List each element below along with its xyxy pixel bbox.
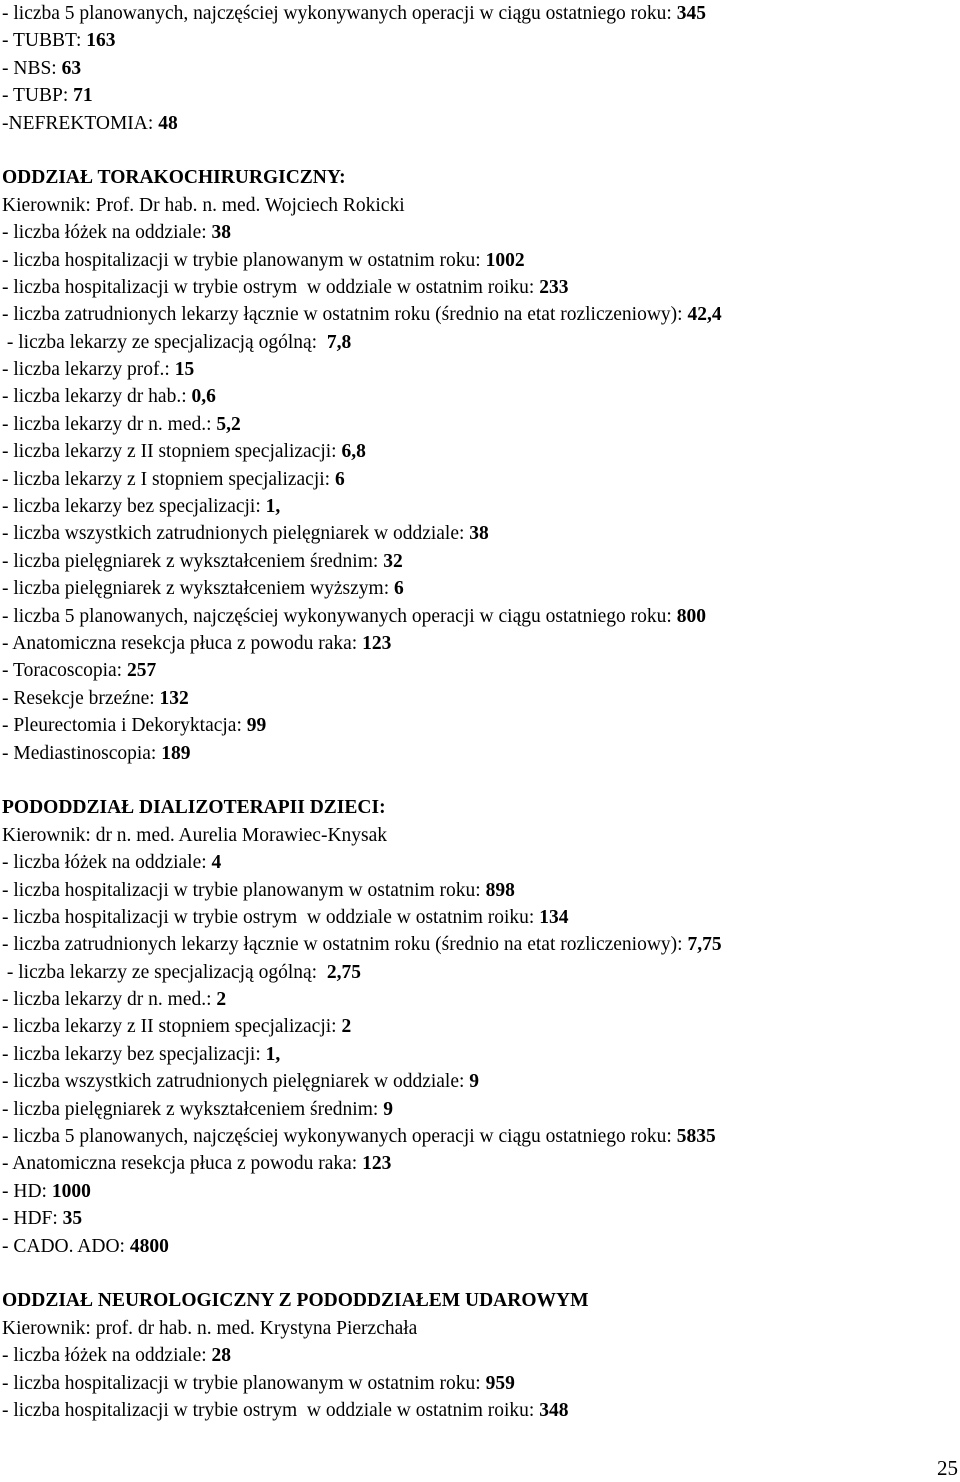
line-value: 163 xyxy=(86,30,116,52)
line-value: 28 xyxy=(211,1345,232,1367)
section-head-of-ward: Kierownik: Prof. Dr hab. n. med. Wojciech Rokicki xyxy=(2,194,405,216)
intro-line xyxy=(2,55,952,82)
section-torakochirurgia xyxy=(2,164,952,767)
line-label: - liczba 5 planowanych, najczęściej wykonywanych operacji w ciągu ostatniego roku: xyxy=(2,3,677,24)
line-value: 7,8 xyxy=(326,331,352,353)
line-label: - liczba 5 planowanych, najczęściej wykonywanych operacji w ciągu ostatniego roku: xyxy=(2,1126,677,1148)
line-label: - liczba hospitalizacji w trybie ostrym w oddziale w ostatnim roiku: xyxy=(2,906,540,928)
line-value: 348 xyxy=(539,1399,569,1421)
section-heading: PODODDZIAŁ DIALIZOTERAPII DZIECI: xyxy=(2,797,386,819)
line-value: 7,75 xyxy=(687,934,722,956)
line-label: - NBS: xyxy=(2,57,62,79)
list-item xyxy=(2,219,952,246)
list-item xyxy=(2,1205,952,1232)
page-number: 25 xyxy=(937,1456,958,1480)
list-item xyxy=(2,1096,952,1123)
line-label: - Anatomiczna resekcja płuca z powodu raka: xyxy=(2,632,363,654)
list-item xyxy=(2,904,952,931)
line-label: - liczba 5 planowanych, najczęściej wykonywanych operacji w ciągu ostatniego roku: xyxy=(2,605,677,627)
line-value: 9 xyxy=(383,1098,393,1120)
list-item xyxy=(2,1397,952,1424)
list-item xyxy=(2,466,952,493)
line-label: - Resekcje brzeźne: xyxy=(2,687,160,709)
list-item xyxy=(2,1178,952,1205)
line-value: 9 xyxy=(469,1071,480,1093)
line-value: 63 xyxy=(61,57,82,79)
list-item xyxy=(2,959,952,986)
list-item xyxy=(2,712,952,739)
list-item xyxy=(2,1041,952,1068)
line-value: 345 xyxy=(676,3,706,24)
line-label: - liczba wszystkich zatrudnionych pielęgniarek w oddziale: xyxy=(2,1071,470,1093)
line-label: - liczba zatrudnionych lekarzy łącznie w ostatnim roku (średnio na etat rozliczeniowy): xyxy=(2,934,688,956)
line-value: 5,2 xyxy=(216,413,241,435)
section-dializoterapia xyxy=(2,794,952,1260)
line-label: - HD: xyxy=(2,1180,52,1202)
list-item xyxy=(2,438,952,465)
section-head-of-ward: Kierownik: dr n. med. Aurelia Morawiec-Knysak xyxy=(2,824,388,846)
list-item xyxy=(2,1013,952,1040)
line-label: - Anatomiczna resekcja płuca z powodu raka: xyxy=(2,1153,363,1175)
list-item xyxy=(2,1068,952,1095)
list-item xyxy=(2,630,952,657)
line-value: 6 xyxy=(394,578,404,600)
list-item xyxy=(2,1123,952,1150)
line-label: - liczba pielęgniarek z wykształceniem wyższym: xyxy=(2,578,394,600)
list-item xyxy=(2,931,952,958)
line-value: 1002 xyxy=(485,249,525,271)
list-item xyxy=(2,274,952,301)
line-value: 0,6 xyxy=(191,386,216,408)
line-value: 898 xyxy=(485,879,515,901)
line-value: 2,75 xyxy=(326,961,361,983)
list-item xyxy=(2,411,952,438)
line-value: 132 xyxy=(159,687,189,709)
line-value: 99 xyxy=(246,715,267,737)
line-label: - liczba lekarzy ze specjalizacją ogólną: xyxy=(2,331,327,353)
line-label: - liczba hospitalizacji w trybie ostrym w oddziale w ostatnim roiku: xyxy=(2,1399,540,1421)
line-value: 4 xyxy=(211,852,222,874)
line-label: - liczba hospitalizacji w trybie ostrym w oddziale w ostatnim roiku: xyxy=(2,276,540,298)
list-item xyxy=(2,1342,952,1369)
section-neurologia xyxy=(2,1287,952,1424)
spacer xyxy=(2,137,952,164)
list-item xyxy=(2,575,952,602)
list-item xyxy=(2,548,952,575)
line-label: - liczba lekarzy prof.: xyxy=(2,359,175,381)
intro-line xyxy=(2,27,952,54)
list-item xyxy=(2,603,952,630)
line-label: - liczba lekarzy z I stopniem specjalizacji: xyxy=(2,468,335,490)
line-value: 38 xyxy=(469,523,489,545)
list-item xyxy=(2,986,952,1013)
intro-line xyxy=(2,82,952,109)
line-value: 2 xyxy=(216,989,227,1011)
line-value: 123 xyxy=(362,1153,392,1175)
line-value: 959 xyxy=(485,1372,515,1394)
line-value: 38 xyxy=(211,222,232,244)
intro-line xyxy=(2,0,952,27)
intro-block xyxy=(2,0,952,137)
line-label: - liczba pielęgniarek z wykształceniem średnim: xyxy=(2,1098,384,1120)
line-label: - liczba lekarzy dr hab.: xyxy=(2,386,192,408)
line-label: - liczba lekarzy bez specjalizacji: xyxy=(2,496,266,518)
list-item xyxy=(2,877,952,904)
line-label: - liczba łóżek na oddziale: xyxy=(2,222,212,244)
line-value: 1000 xyxy=(51,1180,91,1202)
list-item xyxy=(2,657,952,684)
line-label: - liczba zatrudnionych lekarzy łącznie w ostatnim roku (średnio na etat rozliczeniowy): xyxy=(2,304,688,326)
list-item xyxy=(2,740,952,767)
list-item xyxy=(2,247,952,274)
list-item xyxy=(2,849,952,876)
list-item xyxy=(2,1370,952,1397)
list-item xyxy=(2,685,952,712)
line-label: - liczba wszystkich zatrudnionych pielęgniarek w oddziale: xyxy=(2,523,470,545)
list-item xyxy=(2,493,952,520)
section-heading: ODDZIAŁ TORAKOCHIRURGICZNY: xyxy=(2,167,346,189)
section-heading: ODDZIAŁ NEUROLOGICZNY Z PODODDZIAŁEM UDAROWYM xyxy=(2,1290,589,1312)
line-value: 1, xyxy=(265,1043,281,1065)
line-value: 257 xyxy=(126,660,157,682)
line-label: - TUBBT: xyxy=(2,30,87,52)
list-item xyxy=(2,520,952,547)
line-value: 1, xyxy=(265,496,281,518)
line-label: - liczba lekarzy bez specjalizacji: xyxy=(2,1043,266,1065)
line-value: 5835 xyxy=(676,1126,716,1148)
line-label: - liczba lekarzy ze specjalizacją ogólną: xyxy=(2,961,327,983)
intro-line xyxy=(2,110,952,137)
line-label: - liczba pielęgniarek z wykształceniem średnim: xyxy=(2,550,384,572)
line-value: 35 xyxy=(62,1208,83,1230)
list-item xyxy=(2,329,952,356)
spacer xyxy=(2,1260,952,1287)
line-label: - CADO. ADO: xyxy=(2,1235,130,1257)
line-label: - Toracoscopia: xyxy=(2,660,127,682)
line-label: - Mediastinoscopia: xyxy=(2,742,162,764)
line-label: - liczba łóżek na oddziale: xyxy=(2,1345,212,1367)
line-label: - liczba lekarzy z II stopniem specjalizacji: xyxy=(2,441,342,463)
line-value: 32 xyxy=(383,550,403,572)
line-value: 48 xyxy=(158,112,178,134)
line-label: - liczba hospitalizacji w trybie planowanym w ostatnim roku: xyxy=(2,879,486,901)
line-label: -NEFREKTOMIA: xyxy=(2,112,159,134)
line-value: 2 xyxy=(341,1016,352,1038)
line-label: - liczba lekarzy z II stopniem specjalizacji: xyxy=(2,1016,342,1038)
line-label: - liczba hospitalizacji w trybie planowanym w ostatnim roku: xyxy=(2,249,486,271)
line-value: 134 xyxy=(539,906,569,928)
line-label: - liczba lekarzy dr n. med.: xyxy=(2,413,217,435)
spacer xyxy=(2,767,952,794)
line-value: 42,4 xyxy=(687,304,722,326)
section-head-of-ward: Kierownik: prof. dr hab. n. med. Krystyna Pierzchała xyxy=(2,1317,418,1339)
line-label: - Pleurectomia i Dekoryktacja: xyxy=(2,715,247,737)
line-value: 6 xyxy=(334,468,345,490)
list-item xyxy=(2,1233,952,1260)
line-label: - liczba hospitalizacji w trybie planowanym w ostatnim roku: xyxy=(2,1372,486,1394)
line-value: 233 xyxy=(539,276,569,298)
list-item xyxy=(2,1150,952,1177)
line-value: 800 xyxy=(676,605,706,627)
list-item xyxy=(2,301,952,328)
line-value: 123 xyxy=(362,632,392,654)
line-label: - liczba lekarzy dr n. med.: xyxy=(2,989,217,1011)
line-value: 6,8 xyxy=(341,441,366,463)
line-label: - liczba łóżek na oddziale: xyxy=(2,852,212,874)
line-value: 4800 xyxy=(129,1235,169,1257)
line-value: 189 xyxy=(161,742,191,764)
line-label: - TUBP: xyxy=(2,85,74,107)
list-item xyxy=(2,383,952,410)
line-value: 71 xyxy=(73,85,93,107)
line-value: 15 xyxy=(174,359,195,381)
document-page xyxy=(2,0,952,1424)
line-label: - HDF: xyxy=(2,1208,63,1230)
list-item xyxy=(2,356,952,383)
